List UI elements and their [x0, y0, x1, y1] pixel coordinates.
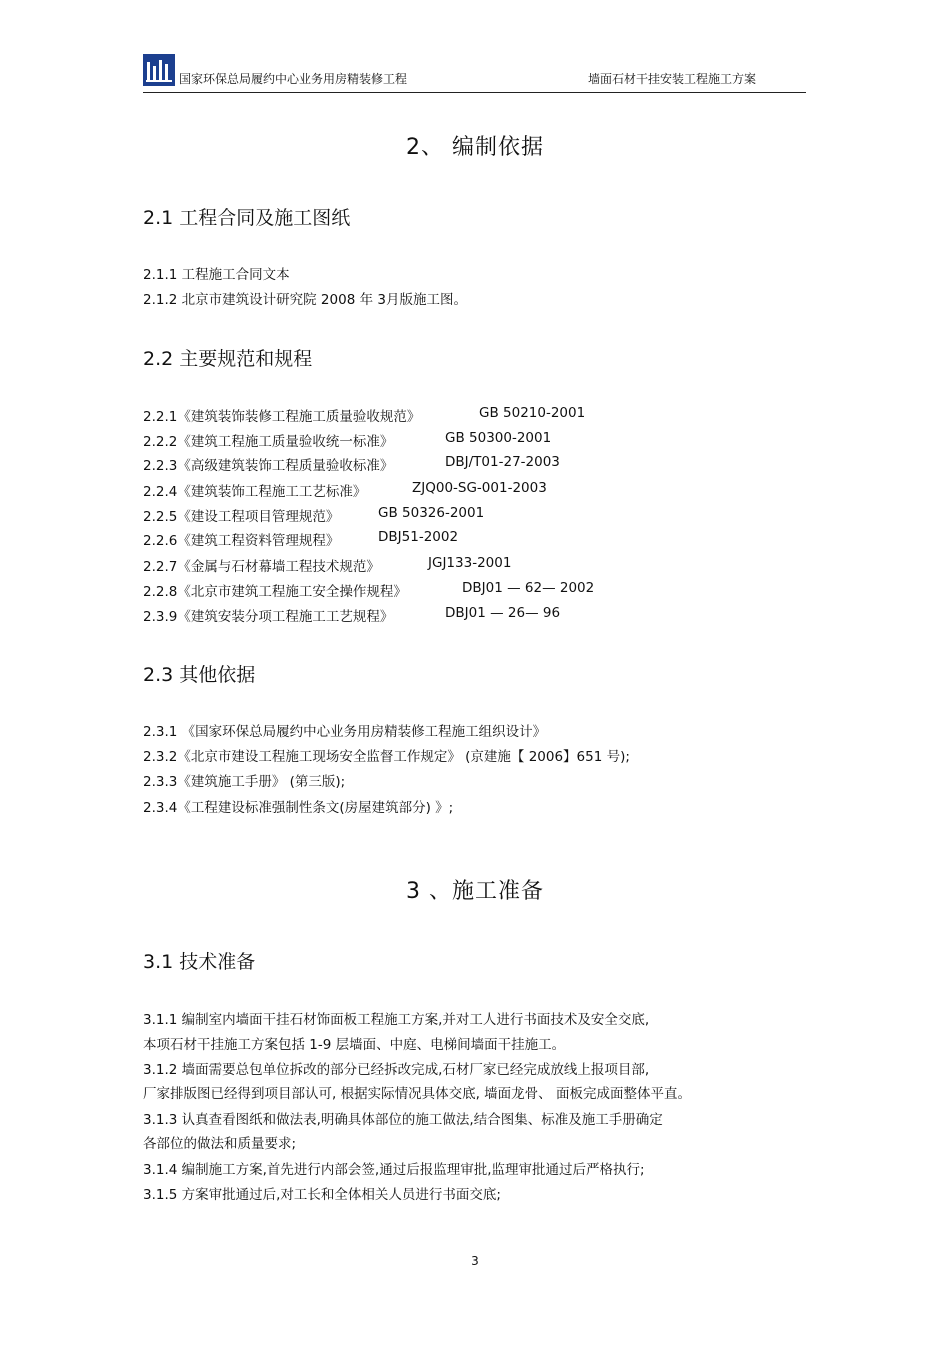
section-3-1-line: 厂家排版图已经得到项目部认可, 根据实际情况具体交底, 墙面龙骨、 面板完成面整体平直。 — [143, 1086, 691, 1102]
section-2-3-item: 2.3.4《工程建设标准强制性条文(房屋建筑部分) 》; — [143, 800, 454, 816]
section-3-1-line: 3.1.2 墙面需要总包单位拆改的部分已经拆改完成,石材厂家已经完成放线上报项目部, — [143, 1062, 650, 1078]
header-document-title: 墙面石材干挂安装工程施工方案 — [587, 72, 756, 86]
standard-item-text: 2.2.1《建筑装饰装修工程施工质量验收规范》 — [143, 409, 421, 425]
standard-item-code: GB 50326-2001 — [378, 505, 485, 521]
standard-item-code: DBJ51-2002 — [378, 529, 459, 545]
page-header — [143, 50, 806, 93]
section-2-3-item: 2.3.3《建筑施工手册》 (第三版); — [143, 774, 346, 790]
standard-item-text: 2.2.8《北京市建筑工程施工安全操作规程》 — [143, 584, 407, 600]
standard-item-code: GB 50210-2001 — [479, 405, 586, 421]
section-3-1-line: 3.1.5 方案审批通过后,对工长和全体相关人员进行书面交底; — [143, 1187, 501, 1203]
header-project-name: 国家环保总局履约中心业务用房精装修工程 — [179, 72, 408, 86]
standard-item-code: DBJ01 — 62— 2002 — [462, 580, 595, 596]
standard-item-code: DBJ/T01-27-2003 — [445, 454, 560, 470]
section-2-title: 2、 编制依据 — [406, 135, 544, 160]
section-2-1-item: 2.1.1 工程施工合同文本 — [143, 267, 290, 283]
standard-item-code: ZJQ00-SG-001-2003 — [412, 480, 547, 496]
section-2-1-item: 2.1.2 北京市建筑设计研究院 2008 年 3月版施工图。 — [143, 292, 467, 308]
standard-item-code: JGJ133-2001 — [428, 555, 512, 571]
standard-item-text: 2.2.6《建筑工程资料管理规程》 — [143, 533, 340, 549]
section-3-1-title: 3.1 技术准备 — [143, 951, 256, 973]
standard-item-text: 2.2.3《高级建筑装饰工程质量验收标准》 — [143, 458, 394, 474]
standard-item-code: DBJ01 — 26— 96 — [445, 605, 561, 621]
section-2-3-item: 2.3.1 《国家环保总局履约中心业务用房精装修工程施工组织设计》 — [143, 724, 547, 740]
section-3-1-line: 3.1.1 编制室内墙面干挂石材饰面板工程施工方案,并对工人进行书面技术及安全交底, — [143, 1012, 650, 1028]
section-3-1-line: 各部位的做法和质量要求; — [143, 1136, 297, 1152]
section-3-1-line: 3.1.3 认真查看图纸和做法表,明确具体部位的施工做法,结合图集、标准及施工手册确定 — [143, 1112, 663, 1128]
page-number: 3 — [471, 1254, 479, 1268]
section-2-3-title: 2.3 其他依据 — [143, 664, 256, 686]
section-3-1-line: 本项石材干挂施工方案包括 1-9 层墙面、中庭、电梯间墙面干挂施工。 — [143, 1037, 566, 1053]
section-2-3-item: 2.3.2《北京市建设工程施工现场安全监督工作规定》 (京建施【 2006】651 号); — [143, 749, 630, 765]
standard-item-code: GB 50300-2001 — [445, 430, 552, 446]
company-logo-icon — [143, 54, 175, 86]
standard-item-text: 2.2.5《建设工程项目管理规范》 — [143, 509, 340, 525]
standard-item-text: 2.2.4《建筑装饰工程施工工艺标准》 — [143, 484, 367, 500]
standard-item-text: 2.2.7《金属与石材幕墙工程技术规范》 — [143, 559, 380, 575]
section-2-1-title: 2.1 工程合同及施工图纸 — [143, 207, 351, 229]
standard-item-text: 2.3.9《建筑安装分项工程施工工艺规程》 — [143, 609, 394, 625]
section-3-title: 3 、施工准备 — [406, 879, 544, 904]
section-3-1-line: 3.1.4 编制施工方案,首先进行内部会签,通过后报监理审批,监理审批通过后严格执行; — [143, 1162, 645, 1178]
standard-item-text: 2.2.2《建筑工程施工质量验收统一标准》 — [143, 434, 394, 450]
section-2-2-title: 2.2 主要规范和规程 — [143, 348, 313, 370]
